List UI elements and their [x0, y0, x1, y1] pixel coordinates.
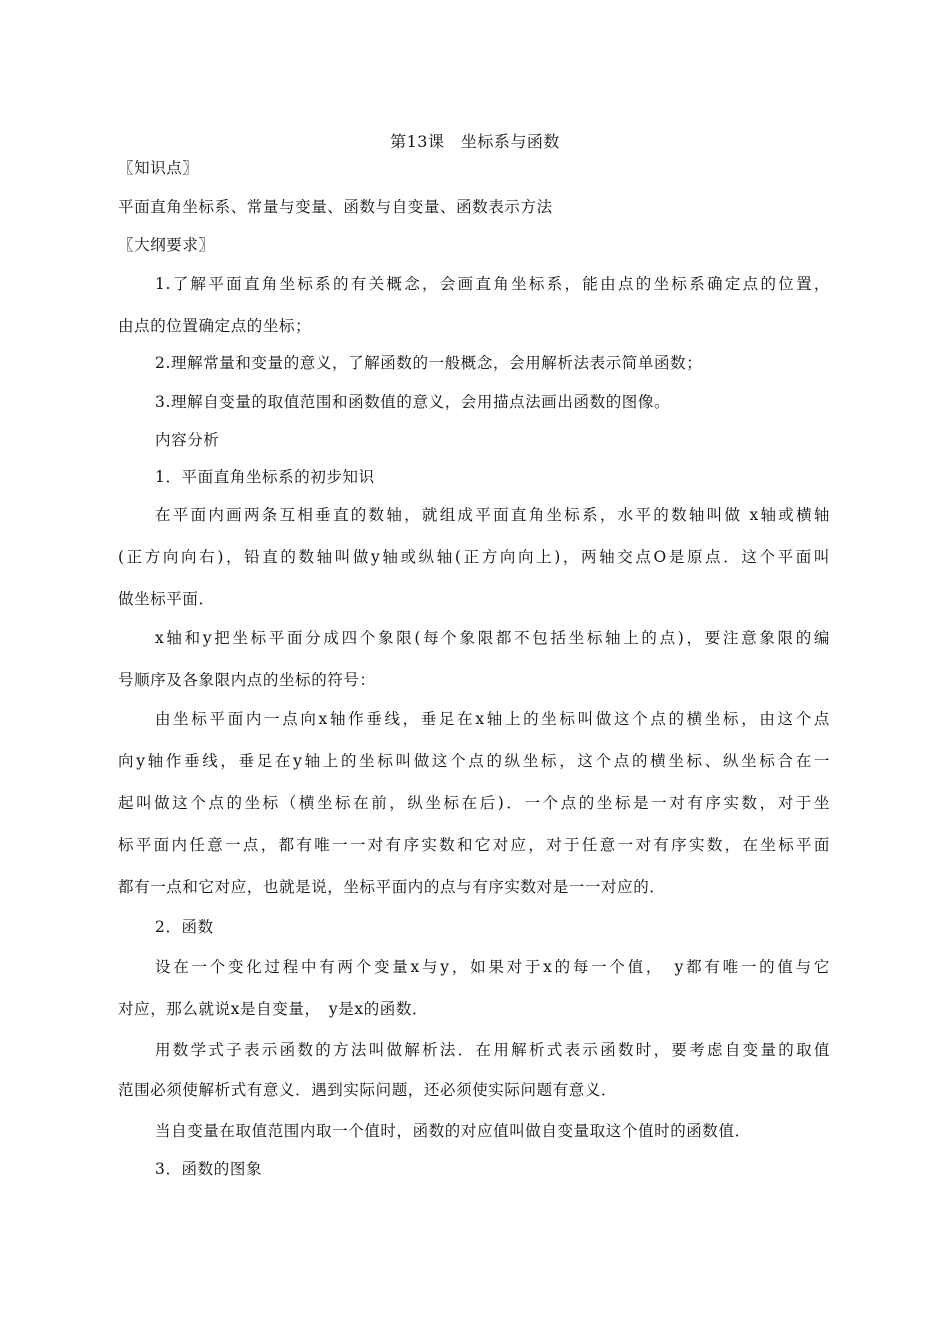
paragraph-3-line-2: 向y轴作垂线，垂足在y轴上的坐标叫做这个点的纵坐标，这个点的横坐标、纵坐标合在一 [118, 752, 830, 770]
paragraph-3-line-4: 标平面内任意一点，都有唯一一对有序实数和它对应，对于任意一对有序实数，在坐标平面 [118, 836, 830, 854]
paragraph-5-line-1: 用数学式子表示函数的方法叫做解析法．在用解析式表示函数时，要考虑自变量的取值 [155, 1041, 830, 1059]
requirement-1-line-2: 由点的位置确定点的坐标； [118, 317, 312, 335]
heading-knowledge-points: 〖知识点〗 [118, 159, 199, 177]
section-1-title: 1．平面直角坐标系的初步知识 [155, 468, 375, 486]
paragraph-2-line-1: x轴和y把坐标平面分成四个象限(每个象限都不包括坐标轴上的点)，要注意象限的编 [155, 629, 830, 647]
paragraph-6: 当自变量在取值范围内取一个值时，函数的对应值叫做自变量取这个值时的函数值． [155, 1122, 751, 1140]
paragraph-2-line-2: 号顺序及各象限内点的坐标的符号： [118, 671, 376, 689]
paragraph-3-line-5: 都有一点和它对应，也就是说，坐标平面内的点与有序实数对是一一对应的． [118, 878, 666, 896]
lesson-title: 第13课 坐标系与函数 [390, 132, 560, 151]
analysis-heading: 内容分析 [155, 431, 220, 449]
requirement-2: 2.理解常量和变量的意义，了解函数的一般概念，会用解析法表示简单函数； [155, 354, 703, 372]
paragraph-1-line-1: 在平面内画两条互相垂直的数轴，就组成平面直角坐标系，水平的数轴叫做 x轴或横轴 [155, 506, 830, 524]
paragraph-5-line-2: 范围必须使解析式有意义．遇到实际问题，还必须使实际问题有意义． [118, 1081, 618, 1099]
paragraph-1-line-3: 做坐标平面． [118, 590, 215, 608]
section-2-title: 2．函数 [155, 918, 214, 936]
paragraph-4-line-2: 对应，那么就说x是自变量， y是x的函数． [118, 1000, 429, 1018]
requirement-3: 3.理解自变量的取值范围和函数值的意义，会用描点法画出函数的图像。 [155, 393, 671, 411]
section-3-title: 3．函数的图象 [155, 1160, 263, 1178]
paragraph-4-line-1: 设在一个变化过程中有两个变量x与y，如果对于x的每一个值， y都有唯一的值与它 [155, 958, 830, 976]
requirement-1-line-1: 1.了解平面直角坐标系的有关概念，会画直角坐标系，能由点的坐标系确定点的位置， [155, 275, 830, 293]
paragraph-3-line-1: 由坐标平面内一点向x轴作垂线，垂足在x轴上的坐标叫做这个点的横坐标，由这个点 [155, 710, 830, 728]
paragraph-1-line-2: (正方向向右)，铅直的数轴叫做y轴或纵轴(正方向向上)，两轴交点O是原点．这个平面叫 [118, 548, 830, 566]
paragraph-3-line-3: 起叫做这个点的坐标（横坐标在前，纵坐标在后)．一个点的坐标是一对有序实数，对于坐 [118, 794, 830, 812]
heading-syllabus: 〖大纲要求〗 [118, 236, 215, 254]
knowledge-points-text: 平面直角坐标系、常量与变量、函数与自变量、函数表示方法 [118, 198, 553, 216]
